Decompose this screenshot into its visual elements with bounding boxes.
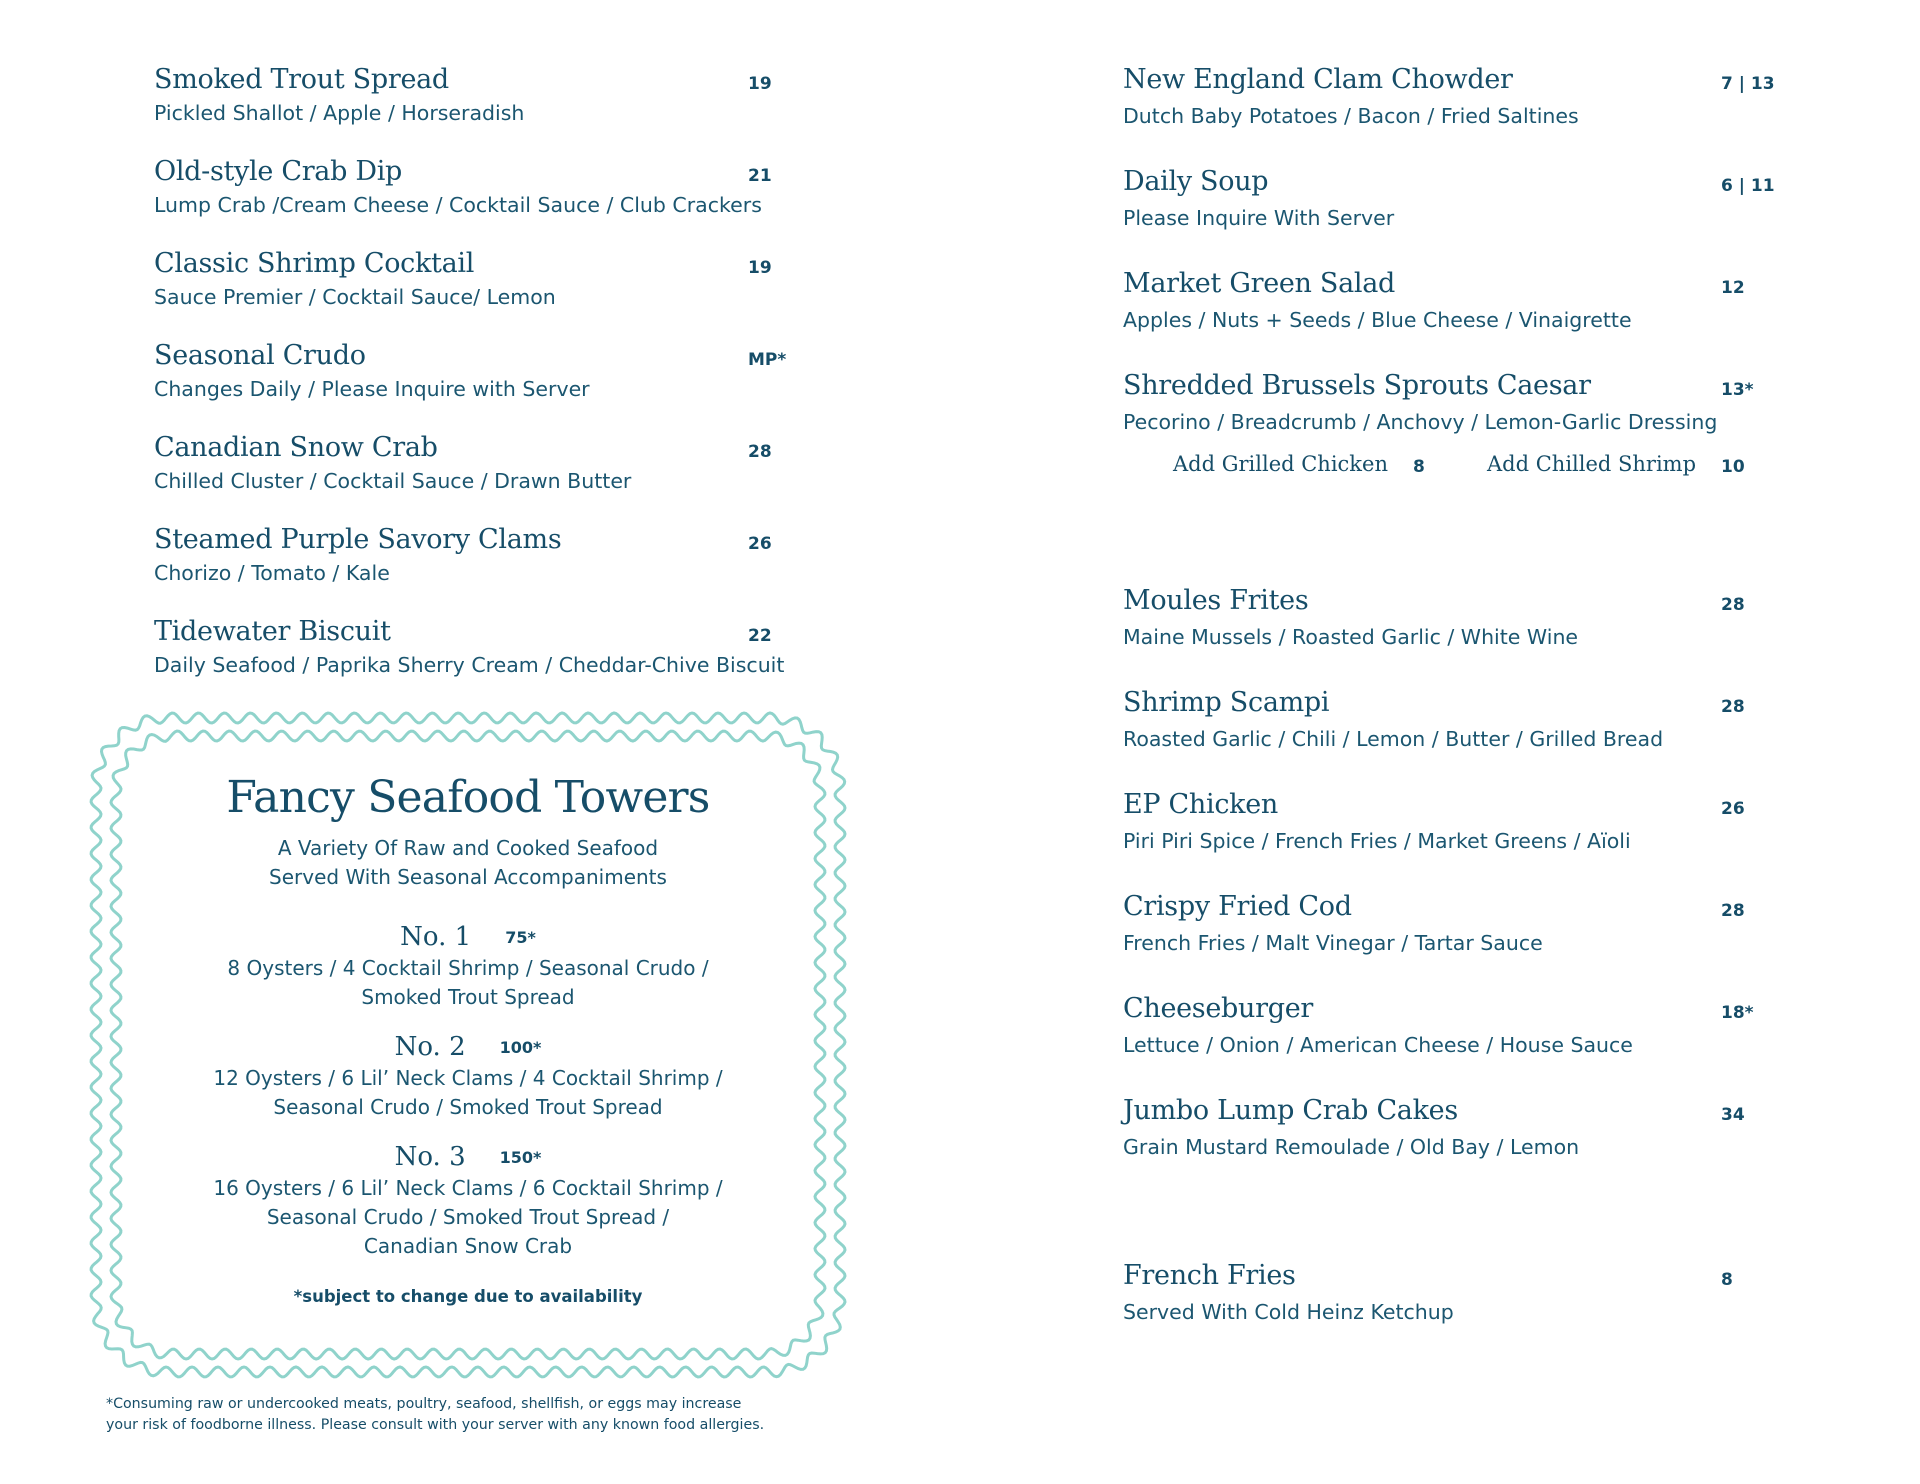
tower-tier-2-contents (88, 1064, 848, 1122)
item-price: 26 (1721, 799, 1745, 819)
item-name: Shrimp Scampi (1123, 687, 1330, 718)
item-description: Daily Seafood / Paprika Sherry Cream / Cheddar-Chive Biscuit (154, 653, 785, 677)
caesar-addons (1173, 452, 1773, 484)
item-price: 19 (748, 74, 772, 94)
item-description: Served With Cold Heinz Ketchup (1123, 1300, 1454, 1324)
item-description: Lettuce / Onion / American Cheese / House Sauce (1123, 1033, 1633, 1057)
food-safety-disclaimer (106, 1394, 906, 1436)
item-price: 6 | 11 (1721, 176, 1775, 196)
item-price: 18* (1721, 1003, 1754, 1023)
item-description: Apples / Nuts + Seeds / Blue Cheese / Vinaigrette (1123, 308, 1632, 332)
item-description: Sauce Premier / Cocktail Sauce/ Lemon (154, 285, 556, 309)
item-price: 21 (748, 166, 772, 186)
item-description: Chilled Cluster / Cocktail Sauce / Drawn Butter (154, 469, 632, 493)
item-description: Piri Piri Spice / French Fries / Market Greens / Aïoli (1123, 829, 1631, 853)
tier-price: 100* (499, 1038, 542, 1057)
tier-name: No. 3 (394, 1142, 466, 1172)
tier-line: 12 Oysters / 6 Lil’ Neck Clams / 4 Cocktail Shrimp / (213, 1066, 723, 1090)
disclaimer-line: your risk of foodborne illness. Please consult with your server with any known food allergies. (106, 1417, 765, 1433)
item-price: 34 (1721, 1105, 1745, 1125)
item-price: MP* (748, 350, 787, 370)
tier-name: No. 2 (394, 1032, 466, 1062)
tier-price: 75* (505, 928, 536, 947)
item-description: Pecorino / Breadcrumb / Anchovy / Lemon-Garlic Dressing (1123, 410, 1718, 434)
tier-line: Canadian Snow Crab (363, 1234, 573, 1258)
tower-tier-1-contents (88, 954, 848, 1012)
item-name: Steamed Purple Savory Clams (154, 524, 562, 555)
item-price: 7 | 13 (1721, 74, 1775, 94)
item-name: Crispy Fried Cod (1123, 891, 1352, 922)
tower-tier-1-heading (88, 922, 848, 952)
item-price: 8 (1721, 1270, 1733, 1290)
tower-tier-3-contents (88, 1174, 848, 1261)
item-name: Cheeseburger (1123, 993, 1313, 1024)
tier-line: Seasonal Crudo / Smoked Trout Spread (273, 1095, 663, 1119)
item-description: French Fries / Malt Vinegar / Tartar Sauce (1123, 931, 1543, 955)
tower-tier-3-heading (88, 1142, 848, 1172)
item-description: Grain Mustard Remoulade / Old Bay / Lemon (1123, 1135, 1580, 1159)
item-price: 19 (748, 258, 772, 278)
tower-subtitle: A Variety Of Raw and Cooked Seafood (277, 836, 659, 860)
item-name: Market Green Salad (1123, 268, 1396, 299)
item-name: Classic Shrimp Cocktail (154, 248, 475, 279)
item-name: French Fries (1123, 1260, 1296, 1291)
tier-line: 16 Oysters / 6 Lil’ Neck Clams / 6 Cocktail Shrimp / (213, 1176, 723, 1200)
item-description: Maine Mussels / Roasted Garlic / White Wine (1123, 625, 1579, 649)
item-description: Roasted Garlic / Chili / Lemon / Butter / Grilled Bread (1123, 727, 1664, 751)
item-price: 12 (1721, 278, 1745, 298)
item-name: Seasonal Crudo (154, 340, 366, 371)
item-name: Smoked Trout Spread (154, 64, 449, 95)
item-description: Dutch Baby Potatoes / Bacon / Fried Saltines (1123, 104, 1579, 128)
item-name: Tidewater Biscuit (154, 616, 391, 647)
item-name: Moules Frites (1123, 585, 1309, 616)
availability-note: *subject to change due to availability (293, 1287, 643, 1306)
addon-price: 10 (1721, 457, 1745, 477)
item-name: Daily Soup (1123, 166, 1269, 197)
item-name: Shredded Brussels Sprouts Caesar (1123, 370, 1591, 401)
item-price: 13* (1721, 380, 1754, 400)
item-price: 28 (1721, 901, 1745, 921)
addon-label: Add Grilled Chicken (1173, 452, 1388, 476)
tier-line: Seasonal Crudo / Smoked Trout Spread / (266, 1205, 670, 1229)
item-description: Pickled Shallot / Apple / Horseradish (154, 101, 525, 125)
item-description: Please Inquire With Server (1123, 206, 1395, 230)
item-name: Canadian Snow Crab (154, 432, 438, 463)
item-price: 28 (1721, 697, 1745, 717)
tier-name: No. 1 (400, 922, 472, 952)
addon-label: Add Chilled Shrimp (1487, 452, 1697, 476)
tier-line: 8 Oysters / 4 Cocktail Shrimp / Seasonal Crudo / (227, 956, 709, 980)
tower-subtitle: Served With Seasonal Accompaniments (269, 865, 667, 889)
item-price: 28 (748, 442, 772, 462)
item-name: Old-style Crab Dip (154, 156, 403, 187)
item-name: EP Chicken (1123, 789, 1278, 820)
item-price: 22 (748, 626, 772, 646)
tower-tier-2-heading (88, 1032, 848, 1062)
tower-title: Fancy Seafood Towers (226, 772, 710, 823)
item-description: Changes Daily / Please Inquire with Server (154, 377, 590, 401)
item-name: New England Clam Chowder (1123, 64, 1513, 95)
item-price: 26 (748, 534, 772, 554)
item-description: Chorizo / Tomato / Kale (154, 561, 390, 585)
disclaimer-line: *Consuming raw or undercooked meats, poultry, seafood, shellfish, or eggs may increase (106, 1396, 742, 1412)
item-description: Lump Crab /Cream Cheese / Cocktail Sauce / Club Crackers (154, 193, 762, 217)
tier-price: 150* (499, 1148, 542, 1167)
item-price: 28 (1721, 595, 1745, 615)
seafood-towers-box (88, 710, 848, 1380)
tier-line: Smoked Trout Spread (361, 985, 575, 1009)
item-name: Jumbo Lump Crab Cakes (1123, 1095, 1458, 1126)
addon-price: 8 (1413, 457, 1425, 477)
